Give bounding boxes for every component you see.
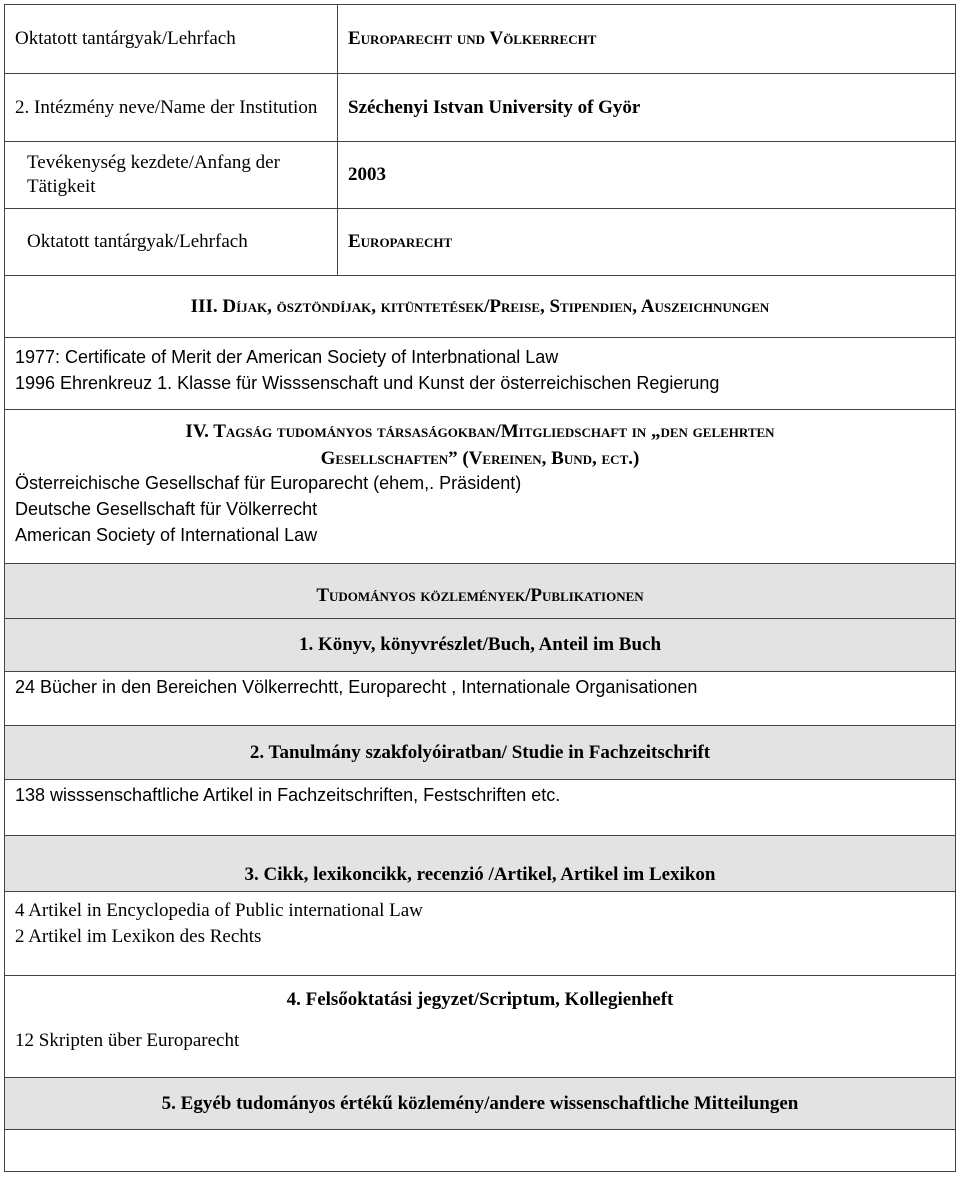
pub-books-body bbox=[5, 672, 956, 726]
teaching-subject-2-value: Europarecht bbox=[338, 209, 956, 276]
pub-studies-line: 138 wisssenschaftliche Artikel in Fachzeitschriften, Festschriften etc. bbox=[15, 785, 561, 805]
pub-studies-body-row bbox=[5, 780, 956, 836]
section-awards-heading-row bbox=[5, 276, 956, 338]
info-row-start-date bbox=[5, 142, 956, 209]
pub-articles-line: 4 Artikel in Encyclopedia of Public international Law bbox=[15, 900, 423, 921]
start-date-value: 2003 bbox=[338, 142, 956, 209]
award-line: 1996 Ehrenkreuz 1. Klasse für Wisssenschaft und Kunst der österreichischen Regierung bbox=[15, 373, 720, 393]
pub-articles-line: 2 Artikel im Lexikon des Rechts bbox=[15, 926, 262, 947]
pub-scripts-cell bbox=[5, 976, 956, 1078]
membership-line: Deutsche Gesellschaft für Völkerrecht bbox=[15, 499, 318, 519]
membership-line: American Society of International Law bbox=[15, 525, 318, 545]
section-awards-body-row bbox=[5, 338, 956, 410]
pub-books-body-row bbox=[5, 672, 956, 726]
info-row-institution bbox=[5, 74, 956, 142]
institution-label: 2. Intézmény neve/Name der Institution bbox=[5, 74, 338, 142]
awards-heading: III. Díjak, ösztöndíjak, kitüntetések/Preise, Stipendien, Auszeichnungen bbox=[5, 276, 956, 338]
awards-body bbox=[5, 338, 956, 410]
pub-articles-body bbox=[5, 892, 956, 976]
pub-articles-title: 3. Cikk, lexikoncikk, recenzió /Artikel, Artikel im Lexikon bbox=[5, 836, 956, 892]
pub-scripts-row bbox=[5, 976, 956, 1078]
teaching-subject-label: Oktatott tantárgyak/Lehrfach bbox=[5, 5, 338, 74]
section-memberships-row bbox=[5, 410, 956, 564]
pub-books-title: 1. Könyv, könyvrészlet/Buch, Anteil im Buch bbox=[5, 619, 956, 672]
award-line: 1977: Certificate of Merit der American Society of Interbnational Law bbox=[15, 347, 559, 367]
pub-books-title-row bbox=[5, 619, 956, 672]
pub-scripts-title: 4. Felsőoktatási jegyzet/Scriptum, Kollegienheft bbox=[286, 989, 674, 1010]
start-date-label: Tevékenység kezdete/Anfang der Tätigkeit bbox=[5, 142, 338, 209]
memberships-cell bbox=[5, 410, 956, 564]
pub-books-line: 24 Bücher in den Bereichen Völkerrechtt, Europarecht , Internationale Organisationen bbox=[15, 677, 698, 697]
pub-other-body bbox=[5, 1130, 956, 1172]
institution-value: Széchenyi Istvan University of Györ bbox=[338, 74, 956, 142]
info-row-teaching-subject-2 bbox=[5, 209, 956, 276]
pub-other-title: 5. Egyéb tudományos értékű közlemény/andere wissenschaftliche Mitteilungen bbox=[5, 1078, 956, 1130]
publications-heading-row bbox=[5, 564, 956, 619]
pub-studies-title-row bbox=[5, 726, 956, 780]
pub-studies-body bbox=[5, 780, 956, 836]
pub-articles-body-row bbox=[5, 892, 956, 976]
teaching-subject-2-label: Oktatott tantárgyak/Lehrfach bbox=[5, 209, 338, 276]
teaching-subject-value: Europarecht und Völkerrecht bbox=[338, 5, 956, 74]
memberships-heading bbox=[5, 418, 955, 472]
memberships-body bbox=[5, 470, 955, 548]
pub-studies-title: 2. Tanulmány szakfolyóiratban/ Studie in Fachzeitschrift bbox=[5, 726, 956, 780]
publications-heading: Tudományos közlemények/Publikationen bbox=[5, 564, 956, 619]
pub-scripts-line: 12 Skripten über Europarecht bbox=[15, 1030, 240, 1051]
cv-table bbox=[4, 4, 956, 1172]
cv-page bbox=[4, 4, 955, 1172]
memberships-heading-line1: IV. Tagság tudományos társaságokban/Mitgliedschaft in „den gelehrten bbox=[185, 421, 775, 442]
pub-articles-title-row bbox=[5, 836, 956, 892]
info-row-teaching-subject bbox=[5, 5, 956, 74]
memberships-heading-line2: Gesellschaften” (Vereinen, Bund, ect.) bbox=[320, 448, 640, 469]
pub-other-title-row bbox=[5, 1078, 956, 1130]
pub-other-body-row bbox=[5, 1130, 956, 1172]
membership-line: Österreichische Gesellschaf für Europarecht (ehem,. Präsident) bbox=[15, 473, 522, 493]
